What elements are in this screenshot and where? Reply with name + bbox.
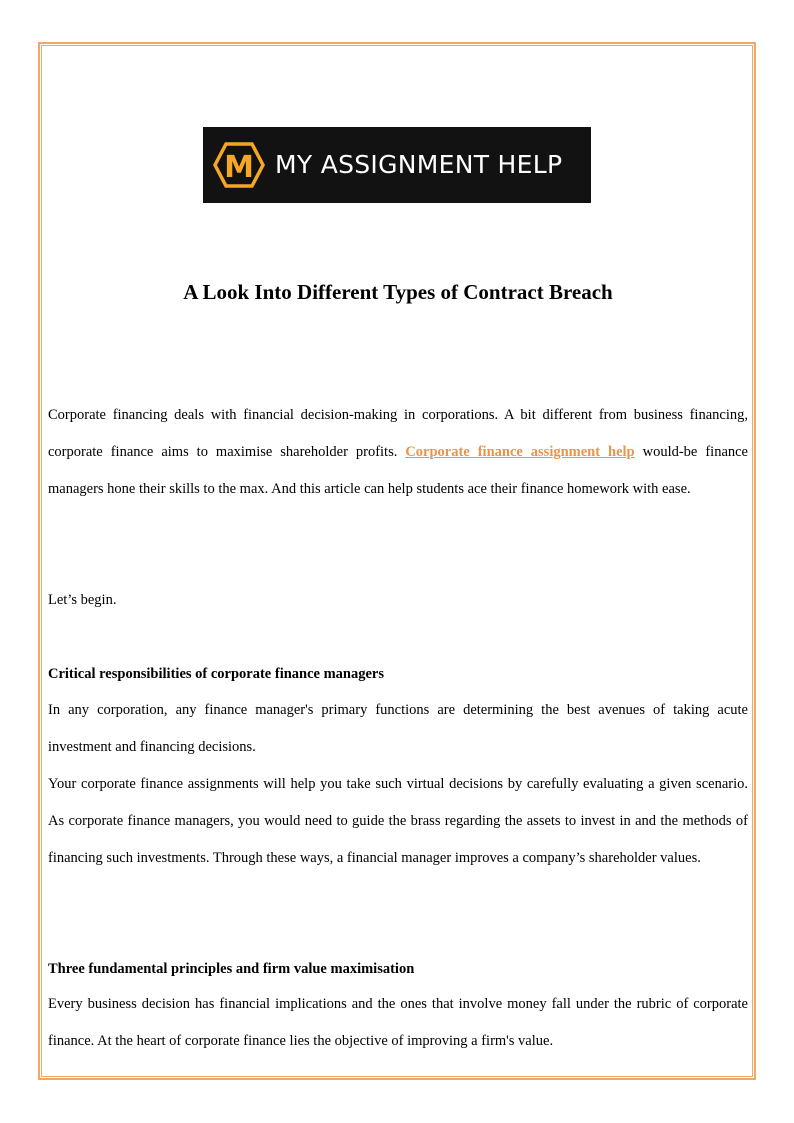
intro-text-before: Corporate financing deals with financial decision-making in corporations. A bit different from business financing, corporate finance aims to maximise shareholder profits. [48,407,748,460]
section1-paragraph-1: In any corporation, any finance manager's primary functions are determining the best avenues of taking acute investment and financing decisions. [48,702,748,755]
brand-logo [203,127,591,203]
logo-text: MY ASSIGNMENT HELP [275,150,563,179]
corporate-finance-link[interactable]: Corporate finance assignment help [405,444,635,460]
section2-paragraph-1: Every business decision has financial implications and the ones that involve money fall under the rubric of corporate finance. At the heart of corporate finance lies the objective of improving a firm's value. [48,996,748,1049]
intro-text-after: would-be finance managers hone their skills to the max. And this article can help students ace their finance homework with ease. [48,444,748,497]
logo-hexagon-icon [213,142,265,188]
page-title: A Look Into Different Types of Contract Breach [183,280,613,304]
logo-letter: M [224,150,254,185]
section1-heading: Critical responsibilities of corporate finance managers [48,666,384,682]
intro-paragraph [48,397,748,508]
lets-begin-text: Let’s begin. [48,592,117,608]
section1-paragraph-2: Your corporate finance assignments will help you take such virtual decisions by carefully evaluating a given scenario. As corporate finance managers, you would need to guide the brass regarding the assets to invest in and the methods of financing such investments. Through these ways, a financial manager improves a company’s shareholder values. [48,776,748,866]
section2-heading: Three fundamental principles and firm value maximisation [48,961,415,977]
